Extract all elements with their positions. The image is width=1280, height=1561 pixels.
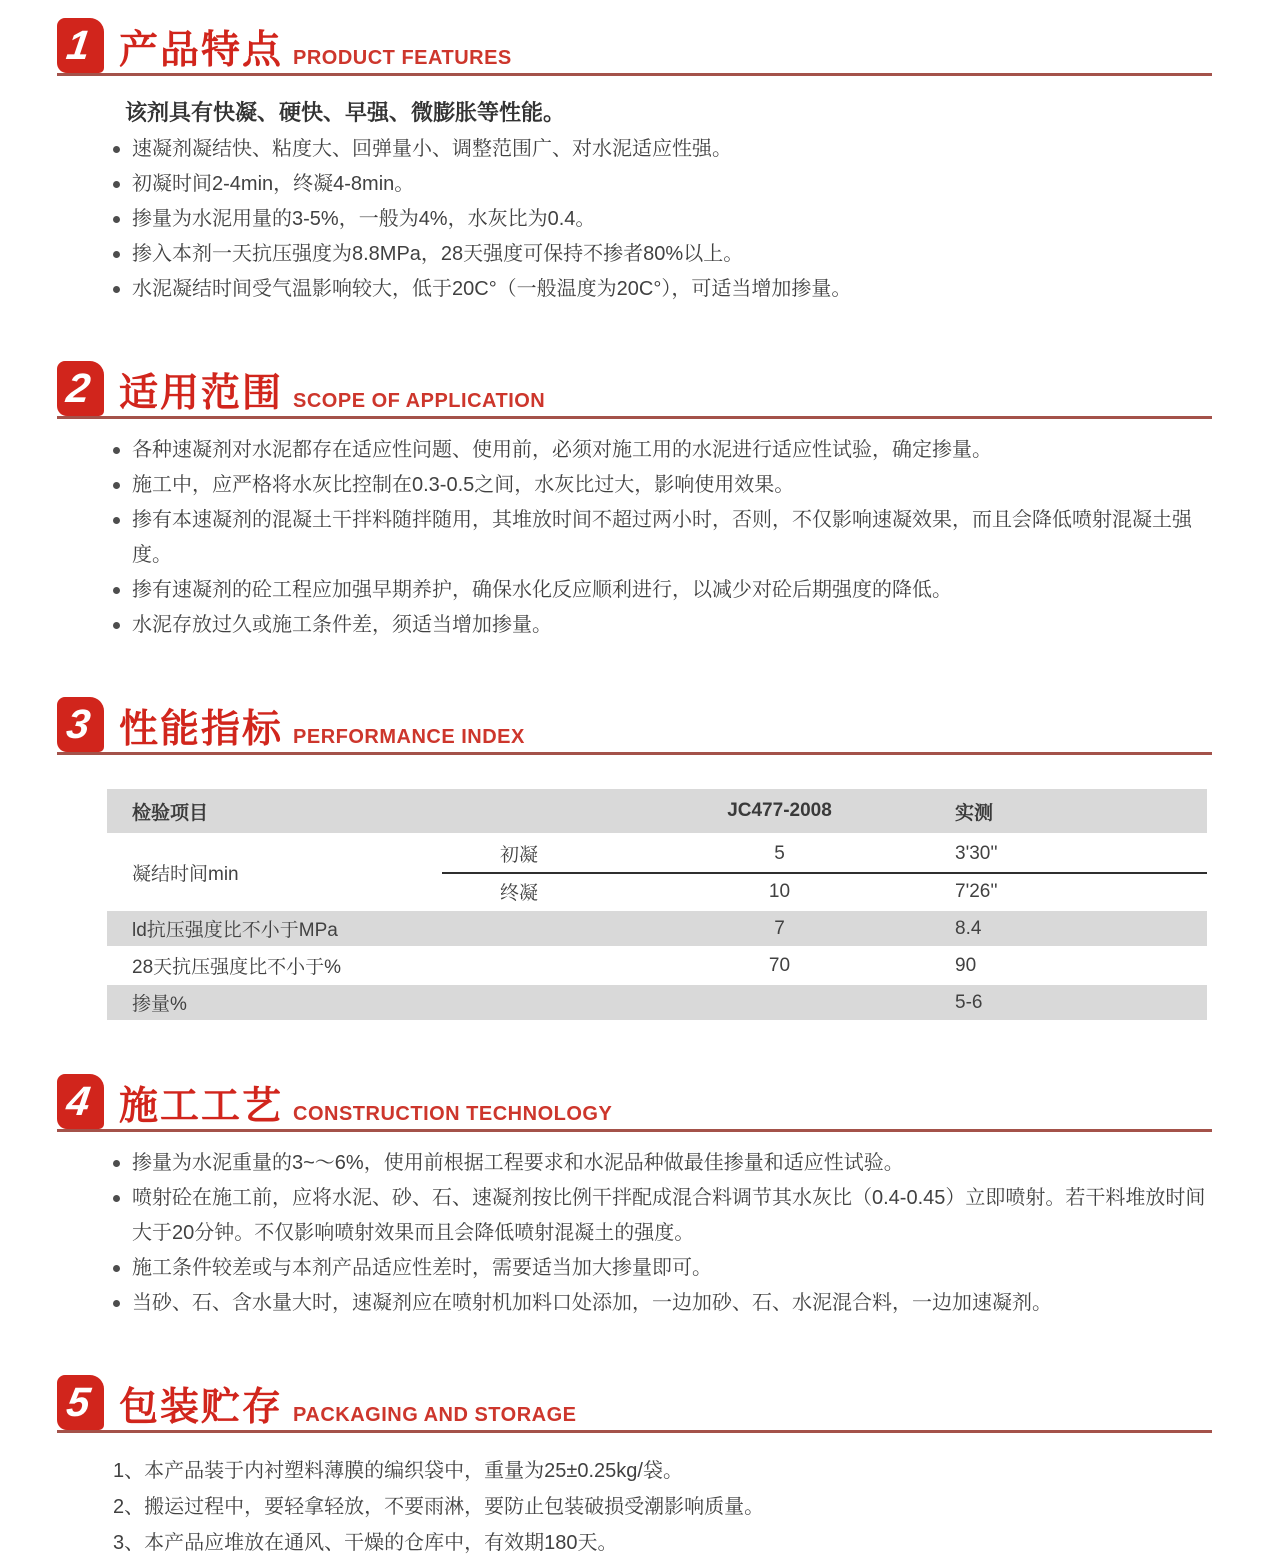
bullet-icon — [113, 587, 120, 594]
bullet-icon — [113, 1300, 120, 1307]
list-item-text: 施工条件较差或与本剂产品适应性差时，需要适当加大掺量即可。 — [132, 1257, 712, 1279]
measured-value: 8.4 — [955, 917, 982, 939]
table-row-setting-time — [107, 835, 1207, 909]
standard-value: 7 — [774, 917, 785, 939]
list-item — [113, 433, 1212, 468]
section-title-en: PERFORMANCE INDEX — [293, 726, 525, 748]
list-item-text: 掺有本速凝剂的混凝土干拌料随拌随用，其堆放时间不超过两小时，否则，不仅影响速凝效果，而且会降低喷射混凝土强度。 — [132, 509, 1192, 566]
list-item — [113, 132, 1212, 167]
section-header — [57, 1375, 1212, 1433]
table-row — [107, 911, 1207, 946]
section-title-cn: 适用范围 — [119, 372, 284, 415]
list-item-text: 水泥存放过久或施工条件差，须适当增加掺量。 — [132, 614, 552, 636]
section-construction-technology — [57, 1074, 1212, 1321]
section-number: 3 — [63, 701, 93, 747]
list-item-text: 掺有速凝剂的砼工程应加强早期养护，确保水化反应顺利进行，以减少对砼后期强度的降低。 — [132, 579, 952, 601]
section-number-badge — [57, 18, 104, 73]
standard-value: 70 — [768, 954, 791, 976]
list-item-text: 喷射砼在施工前，应将水泥、砂、石、速凝剂按比例干拌配成混合料调节其水灰比（0.4-0.45）立即喷射。若干料堆放时间大于20分钟。不仅影响喷射效果而且会降低喷射混凝土的强度。 — [132, 1187, 1206, 1244]
bullet-icon — [113, 181, 120, 188]
section-header — [57, 1074, 1212, 1132]
bullet-icon — [113, 482, 120, 489]
bullet-icon — [113, 1160, 120, 1167]
list-item-text: 施工中，应严格将水灰比控制在0.3-0.5之间，水灰比过大，影响使用效果。 — [132, 474, 795, 496]
section-body — [57, 755, 1212, 1020]
numbered-item: 1、本产品装于内衬塑料薄膜的编织袋中，重量为25±0.25kg/袋。 — [113, 1460, 683, 1482]
section-number-badge — [57, 697, 104, 752]
list-item-text: 初凝时间2-4min，终凝4-8min。 — [132, 173, 415, 195]
list-item-text: 各种速凝剂对水泥都存在适应性问题、使用前，必须对施工用的水泥进行适应性试验，确定掺量。 — [132, 439, 992, 461]
row-label: ld抗压强度比不小于MPa — [132, 920, 338, 941]
list-item — [113, 503, 1212, 573]
numbered-item: 3、本产品应堆放在通风、干燥的仓库中，有效期180天。 — [113, 1532, 618, 1554]
table-row — [107, 948, 1207, 983]
sub-rows — [442, 835, 1207, 909]
bullet-icon — [113, 216, 120, 223]
list-item — [113, 573, 1212, 608]
list-item — [113, 1181, 1212, 1251]
section-body — [57, 1132, 1212, 1321]
bullet-icon — [113, 447, 120, 454]
intro-statement: 该剂具有快凝、硬快、早强、微膨胀等性能。 — [125, 100, 566, 125]
standard-value: 10 — [768, 880, 791, 902]
table-subrow-final-set — [442, 872, 1207, 909]
section-packaging-and-storage — [57, 1375, 1212, 1561]
standard-value: 5 — [774, 842, 785, 864]
bullet-icon — [113, 251, 120, 258]
section-body — [57, 76, 1212, 307]
section-number-badge — [57, 1375, 104, 1430]
section-number: 4 — [63, 1078, 93, 1124]
section-title-en: PRODUCT FEATURES — [293, 47, 512, 69]
measured-value: 3'30'' — [955, 842, 998, 864]
section-header — [57, 697, 1212, 755]
measured-value: 90 — [955, 954, 977, 976]
section-number-badge — [57, 1074, 104, 1129]
list-item-text: 当砂、石、含水量大时，速凝剂应在喷射机加料口处添加，一边加砂、石、水泥混合料，一边加速凝剂。 — [132, 1292, 1052, 1314]
list-item-text: 掺入本剂一天抗压强度为8.8MPa，28天强度可保持不掺者80%以上。 — [132, 243, 744, 265]
subrow-label: 终凝 — [500, 883, 539, 904]
column-header-measured: 实测 — [955, 802, 994, 824]
section-title-cn: 性能指标 — [119, 708, 284, 751]
section-title-en: SCOPE OF APPLICATION — [293, 390, 546, 412]
measured-value: 7'26'' — [955, 880, 998, 902]
row-label: 凝结时间min — [132, 863, 239, 885]
column-header-standard: JC477-2008 — [727, 800, 832, 821]
list-item — [113, 167, 1212, 202]
list-item — [113, 608, 1212, 643]
section-body — [57, 1433, 1212, 1561]
row-label: 28天抗压强度比不小于% — [132, 957, 342, 978]
numbered-item: 2、搬运过程中，要轻拿轻放，不要雨淋，要防止包装破损受潮影响质量。 — [113, 1496, 765, 1518]
bullet-icon — [113, 146, 120, 153]
section-scope-of-application — [57, 361, 1212, 643]
list-item — [113, 1286, 1212, 1321]
list-item — [113, 237, 1212, 272]
section-title-en: PACKAGING AND STORAGE — [293, 1404, 577, 1426]
performance-table — [107, 789, 1207, 1020]
section-number-badge — [57, 361, 104, 416]
section-number: 1 — [63, 22, 93, 68]
section-title-cn: 产品特点 — [119, 29, 284, 72]
section-header — [57, 361, 1212, 419]
section-title-cn: 包装贮存 — [119, 1386, 284, 1429]
row-label: 掺量% — [132, 994, 187, 1015]
section-title-en: CONSTRUCTION TECHNOLOGY — [293, 1103, 613, 1125]
section-performance-index — [57, 697, 1212, 1020]
table-header-row — [107, 789, 1207, 833]
list-item — [113, 202, 1212, 237]
bullet-icon — [113, 1195, 120, 1202]
table-row — [107, 985, 1207, 1020]
section-header — [57, 18, 1212, 76]
bullet-icon — [113, 1265, 120, 1272]
bullet-icon — [113, 286, 120, 293]
table-subrow-initial-set — [442, 835, 1207, 872]
bullet-icon — [113, 622, 120, 629]
list-item-text: 掺量为水泥重量的3~～6%，使用前根据工程要求和水泥品种做最佳掺量和适应性试验。 — [132, 1152, 904, 1174]
list-item-text: 速凝剂凝结快、粘度大、回弹量小、调整范围广、对水泥适应性强。 — [132, 138, 732, 160]
list-item — [113, 468, 1212, 503]
list-item — [113, 1251, 1212, 1286]
section-title-cn: 施工工艺 — [119, 1085, 284, 1128]
list-item-text: 掺量为水泥用量的3-5%，一般为4%，水灰比为0.4。 — [132, 208, 596, 230]
subrow-label: 初凝 — [500, 845, 539, 866]
section-number: 5 — [63, 1379, 93, 1425]
section-number: 2 — [63, 365, 93, 411]
list-item-text: 水泥凝结时间受气温影响较大，低于20C°（一般温度为20C°），可适当增加掺量。 — [132, 278, 852, 300]
column-header-item: 检验项目 — [132, 802, 209, 824]
bullet-icon — [113, 517, 120, 524]
list-item — [113, 272, 1212, 307]
list-item — [113, 1146, 1212, 1181]
section-body — [57, 419, 1212, 643]
section-product-features — [57, 18, 1212, 307]
measured-value: 5-6 — [955, 991, 983, 1013]
